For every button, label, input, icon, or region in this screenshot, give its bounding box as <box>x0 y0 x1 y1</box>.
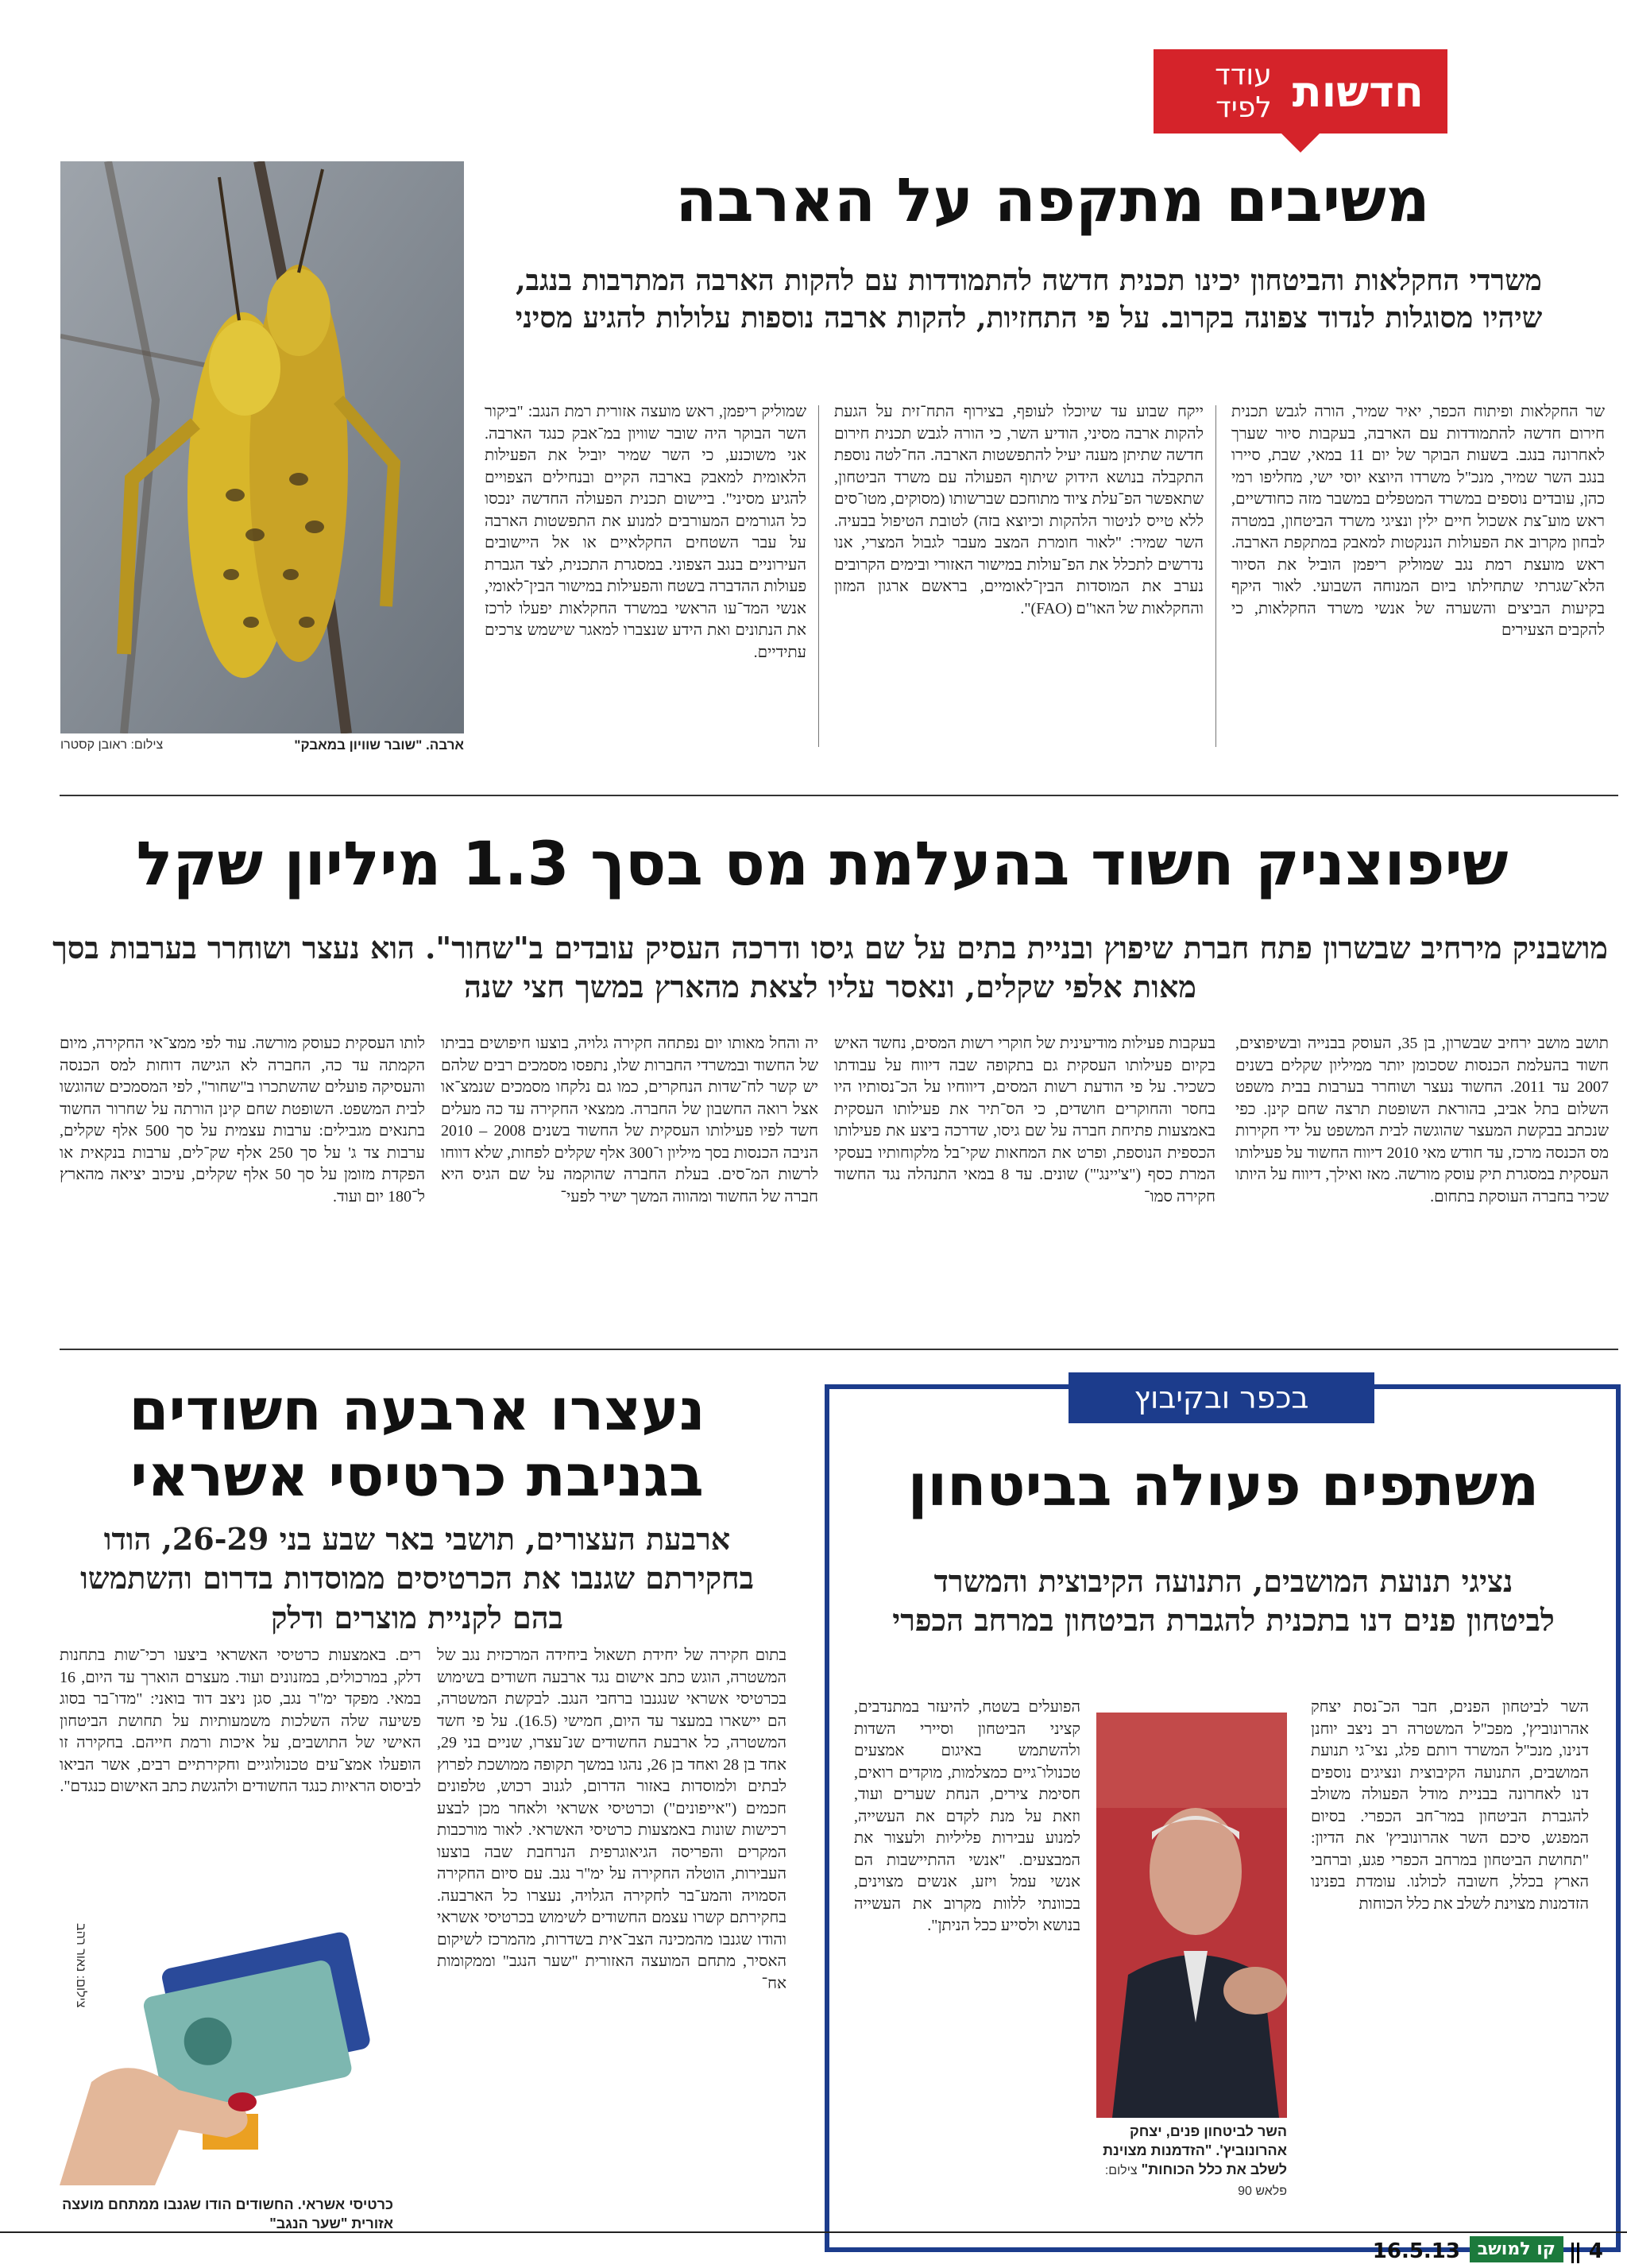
page-footer <box>0 2231 1627 2268</box>
headline-locust: משיבים מתקפה על הארבה <box>675 164 1430 235</box>
box-tag: בכפר ובקיבוץ <box>1069 1372 1374 1423</box>
locust-photo <box>60 161 464 733</box>
creditcard-photo-caption: כרטיסי אשראי. החשודים הודו שגנבו ממתחם מועצה אזורית "שער הנגב" <box>62 2196 393 2231</box>
locust-column-3: שמוליק ריפמן, ראש מועצה אזורית רמת הנגב: "ביקור השר הבוקר היה שובר שוויון במ־אבק כנגד הארבה. אני משוכנע, כי השר שמיר יוביל את הפעילות הלאומית למאבק בארבה הקיים ובנחילים הצפויים להגיע מסיני". ביישום תכנית הפעולה החדשה ינכסו כל הגורמים המעורבים למנוע את התפשטות הארבה על עבר השטחים החקלאיים או אל היישובים העירוניים בנגב הצפוני. במסגרת התכנית, לצד הגברת פעולות ההדברה בשטח והפעילות במישור הבין־לאומי, אנשי המד־עו הראשי במשרד החקלאות יפעלו לרכז את הנתונים ואת הידע שנצברו למאגר שישמש צרכים עתידיים. <box>485 403 806 661</box>
issue-date: 16.5.13 <box>1372 2239 1460 2263</box>
divider-2 <box>60 1349 1618 1350</box>
minister-illustration <box>1096 1713 1287 2118</box>
divider-1 <box>60 795 1618 796</box>
credit-column-1: בתום חקירה של יחידת תשאול ביחידה המרכזית נגב של המשטרה, הוגש כתב אישום נגד ארבעה חשודים בשימוש בכרטיסי אשראי שנגנבו ברחבי הנגב. לבקשת המשטרה, הם יישארו במעצר עד היום, חמישי (16.5). על פי חשד המשטרה, כל ארבעת החשודים שנ־עצרו, שניים בני 29, אחד בן 28 ואחד בן 26, נהגו במשך תקופה ממושכת לפרוץ לבתים ולמוסדות באזור הדרום, לגנוב רכוש, טלפונים חכמים ("אייפונים") וכרטיסי אשראי ולאחר מכן לבצע רכישות שונות באמצעות כרטיסי האשראי. לאור מורכבות המקרים והפריסה הגיאוגרפית הנרחבת שבה בוצעו העבירות, הוטלה החקירה על ימ"ר נגב. עם סיום החקירה הסמויה והמע־בר לחקירה הגלויה, נעצרו כל הארבעה. בחקירתם קשרו עצמם החשודים לשימוש בכרטיסי אשראי והודו שגנבו מהמכינה הצב־אית בשדרות, מהמרכז לשיקום האסיר, מתחם המועצה האזורית "שער הנגב" וממקומות אח־ <box>437 1647 786 1992</box>
tax-column-3: יה והחל מאותו יום נפתחה חקירה גלויה, בוצעו חיפושים בביתו של החשוד ובמשרדי החברות שלו, נתפסו מסמכים רבים שלהם יש קשר לח־שדות הנחקרים, כמו גם נלקחו מסמכים שנמצ־או אצל רואה החשבון של החברה. ממצאי החקירה עד כה מעלים חשד לפיו פעילותו העסקית של החשוד בשנים 2008 – 2010 הניבה הכנסות בסך מיליון ו־300 אלף שקלים לפחות, שלא דווחו לרשות המ־סים. בעלת החברה שהוקמה על שם הגיס היא חברה של החשוד ומהווה המשך ישיר לפעי־ <box>441 1035 818 1206</box>
minister-photo-credit: צילום: פלאש 90 <box>1104 2164 1287 2198</box>
subhead-tax: מושבניק מירחיב שבשרון פתח חברת שיפוץ ובניית בתים על שם גיסו ודרכה העסיק עובדים ב"שחור". הוא נעצר ושוחרר בערבות בסך מאות אלפי שקלים, ונאסר עליו לצאת מהארץ במשך חצי שנה <box>52 930 1608 1005</box>
security-column-2: הפועלים בשטח, להיעזר במתנדבים, קציני הביטחון וסיירי השדות ולהשתמש באיגום אמצעים טכנולו־גיים כמצלמות, מוקדים רואים, חסימת צירים, הנחת שערים ועוד, וזאת על מנת לקדם את העשייה, למנוע עבירות פליליות ולעצור את המבצעים. "אנשי ההתיישבות הם אנשי עמל ויזע, אנשים מצוינים, בכוונתי ללוות מקרוב את העשייה בנושא ולסייע ככל הניתן". <box>854 1698 1080 1934</box>
security-column-1: השר לביטחון הפנים, חבר הכ־נסת יצחק אהרונוביץ', מפכ"ל המשטרה רב ניצב יוחנן דנינו, מנכ"ל המשרד רותם פלג, נצי־גי תנועת המושבים, התנועה הקיבוצית ונציגים נוספים דנו לאחרונה בבניית מודל הפעולה משולב להגברת הביטחון במר־חב הכפרי. בסיום המפגש, סיכם השר אהרונוביץ' את הדיון: "תחושת הביטחון במרחב הכפרי פגע, וברחבי הארץ בכלל, חשובה לכולנו. עומדת בפנינו הזדמנות מצוינת לשלב את כלל הכוחות <box>1311 1698 1589 1913</box>
section-name: חדשות <box>1292 66 1424 117</box>
creditcard-illustration <box>60 1923 393 2185</box>
subhead-security: נציגי תנועת המושבים, התנועה הקיבוצית והמשרד לביטחון פנים דנו בתכנית להגברת הביטחון במרחב הכפרי <box>892 1563 1555 1639</box>
subhead-locust: משרדי החקלאות והביטחון יכינו תכנית חדשה להתמודדות עם להקות הארבה המתרבות בנגב, שיהיו מסוגלות לנדוד צפונה בקרוב. על פי התחזיות, להקות ארבה נוספות עלולות להגיע מסיני <box>515 264 1543 335</box>
locust-column-1: שר החקלאות ופיתוח הכפר, יאיר שמיר, הורה לגבש תכנית חירום חדשה להתמודדות עם הארבה, בעקבות סיור שערך לאחרונה בנגב. בשעות הבוקר של יום 11 במאי, שבת, סיירו בנגב השר שמיר, מנכ"ל משרדו היוצא יוסי ישי, מחליפו רמי כהן, עובדים נוספים במשרד המטפלים במשבר מזה כחודשיים, ראש מוע־צת אשכול חיים ילין ונציגי משרד הביטחון, במטרה לבחון מקרוב את הפעולות הננקטות למאבק במתקפת הארבה. ראש מועצת רמת נגב שמוליק ריפמן הוביל את הסיור הלא־שגרתי שתחילתו ביום המנוחה השבועי. לאור היקף בקיעות הביצים והשערה של אנשי משרד החקלאות, כי להקבים הצעירים <box>1231 403 1605 639</box>
editor-name: עודד לפיד <box>1215 59 1272 124</box>
credit-column-2: רים. באמצעות כרטיסי האשראי ביצעו רכי־שות בתחנות דלק, במרכולים, במזנונים ועוד. מעצרם הוארך עד היום, 16 במאי. מפקד ימ"ר נגב, סגן ניצב דוד בואני: "מדו־בר בסוג פשיעה שלה השלכות משמעותיות על תחושת הביטחון האישי של התושבים, על איכות ורמת חייהם. בחקירה זו הופעלו אמצ־עים טכנולוגיים וחקירתיים רבים, אשר הביאו לביסוס הראיות כנגד החשודים ולהגשת כתב האישום כנגדם". <box>60 1647 421 1795</box>
tax-column-4: לותו העסקית כעוסק מורשה. עוד לפי ממצ־אי החקירה, מיום הקמתה עד כה, החברה לא הגישה דוחות למס הכנסה והעסיקה פועלים שהשתכרו ב"שחור", לפי המסמכים שהוגשו לבית המשפט. השופטת שחם קינן הורתה על שחרור החשוד בתנאים מגבילים: ערבות עצמית על סך 500 אלף שקלים, ערבות צד ג' על סך 250 אלף שק־לים, ערבות בנקאית או הפקדת מזומן על סך 50 אלף שקלים, עיכוב יציאה מהארץ ל־180 יום ועוד. <box>60 1035 425 1206</box>
tax-column-1: תושב מושב ירחיב שבשרון, בן 35, העוסק בבנייה ובשיפוצים, חשוד בהעלמת הכנסות שסכומן יותר ממיליון שקלים בשנים 2007 עד 2011. החשוד נעצר ושוחרר בערבות בבית משפט השלום בתל אביב, בהוראת השופטת תרצה שחם קינן. כפי שנכתב בבקשת המעצר שהוגשה לבית המשפט על ידי חקירות מס הכנסה מרכז, עד חודש מאי 2010 דיווח החשוד על פעילותו העסקית במסגרת תיק עוסק מורשה. מאז ואילך, דיווח על היותו שכיר בחברה העוסקת בתחום. <box>1235 1035 1609 1206</box>
caption-title: ארבה. <box>426 737 464 753</box>
locust-photo-caption <box>60 735 464 756</box>
photo-credit: צילום: ראובן קסטרו <box>60 738 164 752</box>
caption-quote: "שובר שוויון במאבק" <box>294 737 423 753</box>
headline-credit-line1: נעצרו ארבעה חשודים <box>129 1376 705 1443</box>
headline-tax: שיפוצניק חשוד בהעלמת מס בסך 1.3 מיליון שקל <box>136 828 1509 899</box>
minister-photo <box>1096 1713 1287 2118</box>
creditcard-photo-credit: צילום: נאור רהב <box>74 1923 87 2008</box>
locust-column-2: ייקח שבוע עד שיוכלו לעופף, בצירוף התח־זית על הגעת להקות ארבה מסיני, הודיע השר, כי הורה לגבש תכנית חירום חדשה שתיתן מענה יעיל להתפשטות הארבה. הח־לטה נוספת התקבלה בנושא הידוק שיתוף הפעולה עם משרד הביטחון, שתאפשר הפ־עלת ציוד מתוחכם שברשותו (מסוקים, מטו־סים ללא טייס לניטור הלהקות וכיוצא בזה) לטובת הטיפול בבעיה. השר שמיר: "לאור חומרת המצב מעבר לגבול המצרי, אנו נדרשים לתכלל את הפ־עולות במישור האזורי ובימים הקרובים נערב את המוסדות הבין־לאומיים, בראשם ארגון המזון והחקלאות של האו"ם (FAO)". <box>834 403 1204 617</box>
page-number: 4 <box>1588 2239 1603 2263</box>
headline-credit-line2: בגניבת כרטיסי אשראי <box>130 1442 704 1509</box>
creditcard-photo <box>60 1923 393 2185</box>
footer-separator <box>1571 2243 1579 2263</box>
publication-logo: קו למושב <box>1470 2236 1563 2262</box>
locust-illustration <box>60 161 464 733</box>
headline-security: משתפים פעולה בביטחון <box>907 1452 1540 1519</box>
minister-photo-caption: השר לביטחון פנים, יצחק אהרונוביץ'. "הזדמנות מצוינת לשלב את כלל הכוחות" צילום: פלאש 90 <box>1103 2123 1287 2198</box>
section-tab <box>1154 49 1447 134</box>
subhead-credit: ארבעת העצורים, תושבי באר שבע בני 26-29, הודו בחקירתם שגנבו את הכרטיסים ממוסדות בדרום והשתמשו בהם לקניית מוצרים ודלק <box>80 1521 754 1635</box>
tax-column-2: בעקבות פעילות מודיעינית של חוקרי רשות המסים, נחשד האיש בקיום פעילותו העסקית גם בתקופה שבה דיווח על עבודתו כשכיר. על פי הודעת רשות המסים, דיווחיו על הכ־נסותיו היו בחסר והחוקרים חושדים, כי הס־תיר את פעילותו העסקית באמצעות פתיחת חברה על שם גיסו, שדרכה ביצע את פעילותו הכספית הנוספת, ופרט את המחאות שקי־בל מלקוחותיו בעסקי המרת כסף ("צ'יינג'") שונים. עד 8 במאי התנהלה נגד החשוד חקירה סמו־ <box>834 1035 1215 1206</box>
